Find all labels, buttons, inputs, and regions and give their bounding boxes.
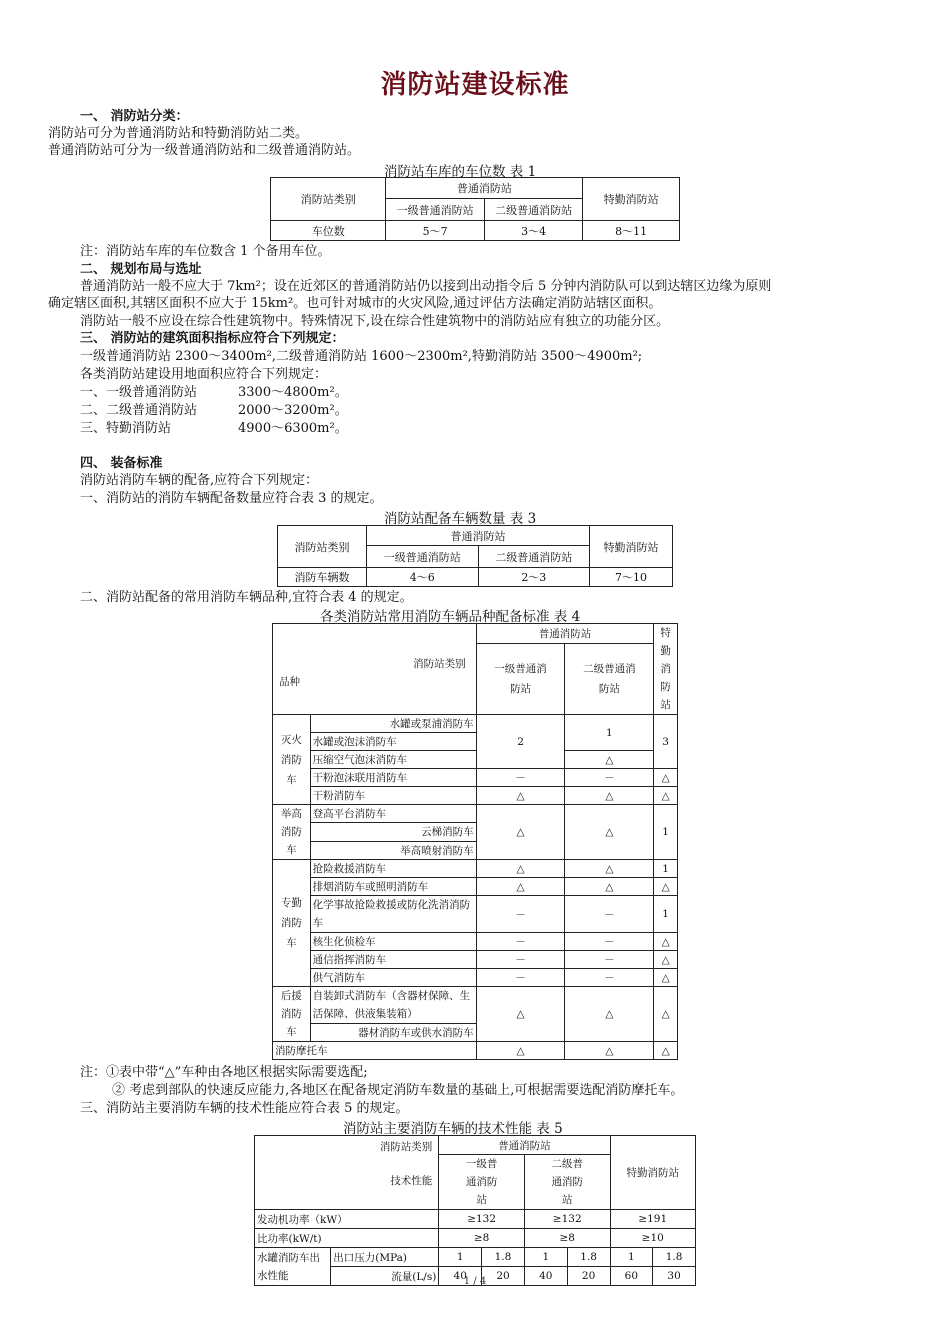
- document-title: 消防站建设标准: [380, 70, 570, 100]
- table-cell: 消防站类别: [271, 178, 386, 221]
- table-cell: ≥132: [439, 1210, 525, 1229]
- table-cell: 一级普通消防站: [367, 546, 479, 568]
- section-3-item-3-label: 三、特勤消防站: [80, 421, 172, 436]
- table-4: [272, 623, 678, 1060]
- table-cell: －: [565, 951, 654, 969]
- table-cell: 化学事故抢险救援或防化洗消消防车: [310, 896, 476, 933]
- section-4-paragraph-3: 二、消防站配备的常用消防车辆品种,宜符合表 4 的规定。: [80, 590, 413, 605]
- table-cell: △: [654, 1042, 678, 1060]
- table-cell: 60: [610, 1267, 653, 1286]
- table-cell: △: [654, 933, 678, 951]
- table-cell: ≥8: [439, 1229, 525, 1248]
- section-3-item-1-label: 一、一级普通消防站: [80, 385, 198, 400]
- table-cell: 器材消防车或供水消防车: [310, 1024, 476, 1042]
- section-4-paragraph-2: 一、消防站的消防车辆配备数量应符合表 3 的规定。: [80, 491, 383, 506]
- table-cell: 消防车辆数: [278, 568, 367, 587]
- table-cell: 20: [482, 1267, 525, 1286]
- table-cell: 自装卸式消防车（含器材保障、生活保障、供液集装箱）: [310, 987, 476, 1024]
- table-cell: 技术性能: [390, 1175, 433, 1187]
- table-cell: 2～3: [478, 568, 590, 587]
- table-cell: △: [565, 878, 654, 896]
- section-1-paragraph-1: 消防站可分为普通消防站和特勤消防站二类。: [48, 126, 309, 141]
- table-cell: 2: [476, 715, 565, 769]
- section-3-item-2-label: 二、二级普通消防站: [80, 403, 198, 418]
- table-4-note-2: ② 考虑到部队的快速反应能力,各地区在配备规定消防车数量的基础上,可根据需要选配消防摩托车。: [112, 1083, 684, 1098]
- table-cell: －: [565, 896, 654, 933]
- section-2-paragraph-2: 消防站一般不应设在综合性建筑物中。特殊情况下,设在综合性建筑物中的消防站应有独立的功能分区。: [80, 314, 670, 329]
- section-3-paragraph-2: 各类消防站建设用地面积应符合下列规定：: [80, 367, 328, 382]
- table-1-note: 注：消防站车库的车位数含 1 个备用车位。: [80, 244, 331, 259]
- table-cell: 1: [654, 805, 678, 860]
- table-cell: △: [565, 805, 654, 860]
- table-cell: 水罐或泡沫消防车: [310, 733, 476, 751]
- table-cell: 普通消防站: [476, 624, 654, 644]
- table-cell: 登高平台消防车: [310, 805, 476, 823]
- table-cell: 40: [524, 1267, 567, 1286]
- table-5-corner-header: [255, 1136, 439, 1210]
- table-cell: △: [476, 805, 565, 860]
- table-cell: 供气消防车: [310, 969, 476, 987]
- table-cell: 普通消防站: [367, 526, 590, 546]
- section-3-item-2-value: 2000～3200m²。: [238, 403, 348, 418]
- table-cell: 3: [654, 715, 678, 769]
- table-cell: 1: [610, 1248, 653, 1267]
- table-cell: 二级普通消防站: [565, 644, 654, 715]
- table-cell: 1: [439, 1248, 482, 1267]
- table-1: [270, 177, 680, 241]
- table-cell: ≥8: [524, 1229, 610, 1248]
- table-cell: 品种: [279, 676, 300, 688]
- section-2-heading: 二、 规划布局与选址: [80, 262, 202, 277]
- table-cell: △: [476, 860, 565, 878]
- table-4-group-aerial: 举高消防车: [273, 805, 311, 860]
- table-cell: 40: [439, 1267, 482, 1286]
- table-cell: 消防站类别: [413, 658, 466, 670]
- table-cell: △: [654, 787, 678, 805]
- table-cell: 消防摩托车: [273, 1042, 477, 1060]
- table-cell: △: [565, 751, 654, 769]
- table-cell: －: [476, 969, 565, 987]
- table-cell: 二级普通消防站: [484, 199, 582, 221]
- table-cell: 5～7: [386, 221, 484, 241]
- page-number: 1 / 4: [463, 1276, 487, 1287]
- table-cell: △: [476, 878, 565, 896]
- table-cell: －: [476, 951, 565, 969]
- table-cell: 特勤消防站: [590, 526, 673, 568]
- table-cell: 干粉泡沫联用消防车: [310, 769, 476, 787]
- table-cell: △: [476, 787, 565, 805]
- table-cell: 水罐或泵浦消防车: [310, 715, 476, 733]
- table-cell: △: [476, 987, 565, 1042]
- table-cell: －: [565, 769, 654, 787]
- table-4-note-1: 注：①表中带“△”车种由各地区根据实际需要选配;: [80, 1065, 368, 1080]
- table-cell: 排烟消防车或照明消防车: [310, 878, 476, 896]
- table-cell: 普通消防站: [386, 178, 583, 199]
- table-cell: △: [565, 1042, 654, 1060]
- table-cell: 特勤消防站: [610, 1136, 696, 1210]
- table-cell: 二级普通消防站: [478, 546, 590, 568]
- table-cell: △: [565, 860, 654, 878]
- table-cell: 流量(L/s): [331, 1267, 439, 1286]
- table-cell: －: [565, 933, 654, 951]
- table-5: [254, 1135, 696, 1286]
- table-cell: 特勤消防站: [654, 624, 678, 715]
- table-cell: 消防站类别: [379, 1141, 433, 1153]
- table-cell: 二级普通消防站: [524, 1155, 610, 1210]
- table-cell: 1: [654, 860, 678, 878]
- table-cell: 出口压力(MPa): [331, 1248, 439, 1267]
- section-4-paragraph-4: 三、消防站主要消防车辆的技术性能应符合表 5 的规定。: [80, 1101, 409, 1116]
- table-cell: 云梯消防车: [310, 823, 476, 841]
- table-cell: －: [476, 933, 565, 951]
- table-cell: 特勤消防站: [583, 178, 680, 221]
- table-cell: ≥10: [610, 1229, 696, 1248]
- table-cell: 一级普通消防站: [439, 1155, 525, 1210]
- table-4-group-fire: 灭火消防车: [273, 715, 311, 805]
- table-5-caption: 消防站主要消防车辆的技术性能 表 5: [343, 1121, 563, 1137]
- table-cell: 核生化侦检车: [310, 933, 476, 951]
- table-cell: 3～4: [484, 221, 582, 241]
- table-cell: －: [565, 969, 654, 987]
- table-cell: 8～11: [583, 221, 680, 241]
- section-3-item-3-value: 4900～6300m²。: [238, 421, 348, 436]
- table-cell: ≥191: [610, 1210, 696, 1229]
- table-cell: 通信指挥消防车: [310, 951, 476, 969]
- section-4-paragraph-1: 消防站消防车辆的配备,应符合下列规定：: [80, 473, 319, 488]
- table-cell: 举高喷射消防车: [310, 841, 476, 859]
- section-2-paragraph-1a: 普通消防站一般不应大于 7km²；设在近郊区的普通消防站仍以接到出动指令后 5 分钟内消防队可以到达辖区边缘为原则: [80, 279, 772, 294]
- section-4-heading: 四、 装备标准: [80, 456, 163, 471]
- table-cell: 水罐消防车出水性能: [255, 1248, 331, 1286]
- table-3-caption: 消防站配备车辆数量 表 3: [384, 511, 537, 527]
- table-cell: ≥132: [524, 1210, 610, 1229]
- table-1-caption: 消防站车库的车位数 表 1: [384, 164, 537, 180]
- table-cell: 4～6: [367, 568, 479, 587]
- table-cell: 发动机功率（kW）: [255, 1210, 439, 1229]
- table-cell: －: [476, 769, 565, 787]
- section-3-heading: 三、 消防站的建筑面积指标应符合下列规定：: [80, 331, 345, 346]
- table-cell: 一级普通消防站: [476, 644, 565, 715]
- table-cell: 一级普通消防站: [386, 199, 484, 221]
- table-cell: 抢险救援消防车: [310, 860, 476, 878]
- table-cell: △: [654, 878, 678, 896]
- table-cell: 1.8: [653, 1248, 696, 1267]
- table-cell: 压缩空气泡沫消防车: [310, 751, 476, 769]
- table-3: [277, 525, 673, 587]
- table-cell: 1: [524, 1248, 567, 1267]
- table-cell: △: [565, 987, 654, 1042]
- table-cell: 普通消防站: [439, 1136, 610, 1155]
- table-cell: △: [654, 969, 678, 987]
- table-cell: 消防站类别: [278, 526, 367, 568]
- table-cell: 1.8: [482, 1248, 525, 1267]
- table-cell: △: [654, 951, 678, 969]
- section-1-paragraph-2: 普通消防站可分为一级普通消防站和二级普通消防站。: [48, 143, 361, 158]
- table-cell: 20: [567, 1267, 610, 1286]
- table-cell: 干粉消防车: [310, 787, 476, 805]
- section-3-item-1-value: 3300～4800m²。: [238, 385, 348, 400]
- table-cell: 1: [654, 896, 678, 933]
- table-cell: 1.8: [567, 1248, 610, 1267]
- section-3-paragraph-1: 一级普通消防站 2300～3400m²,二级普通消防站 1600～2300m²,特勤消防站 3500～4900m²;: [80, 349, 643, 364]
- table-cell: 车位数: [271, 221, 386, 241]
- table-cell: △: [654, 987, 678, 1042]
- table-cell: 7～10: [590, 568, 673, 587]
- table-cell: 30: [653, 1267, 696, 1286]
- table-cell: △: [654, 769, 678, 787]
- table-4-group-special: 专勤消防车: [273, 860, 311, 987]
- section-1-heading: 一、 消防站分类：: [80, 109, 189, 124]
- table-4-corner-header: [273, 624, 477, 715]
- section-2-paragraph-1b: 确定辖区面积,其辖区面积不应大于 15km²。也可针对城市的火灾风险,通过评估方法确定消防站辖区面积。: [48, 296, 662, 311]
- table-cell: 比功率(kW/t): [255, 1229, 439, 1248]
- table-cell: △: [565, 787, 654, 805]
- table-4-caption: 各类消防站常用消防车辆品种配备标准 表 4: [320, 609, 581, 625]
- table-4-group-support: 后援消防车: [273, 987, 311, 1042]
- table-cell: －: [476, 896, 565, 933]
- table-cell: 1: [565, 715, 654, 751]
- table-cell: △: [476, 1042, 565, 1060]
